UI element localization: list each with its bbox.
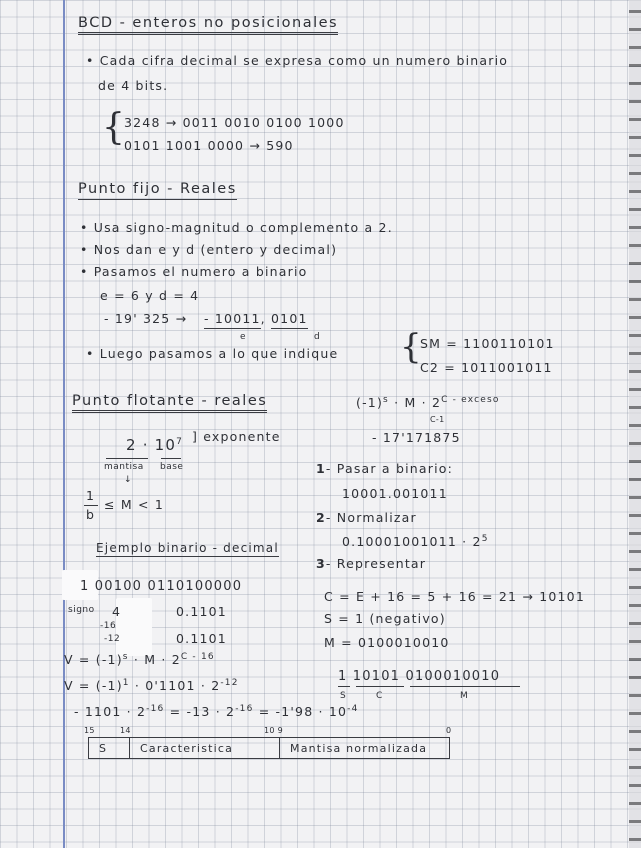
bracket-m [410,686,520,687]
step-3-text: Representar [336,556,427,571]
fijo-bullet-1: • Usa signo-magnitud o complemento a 2. [80,220,393,235]
fijo-bullet-3-text: Pasamos el numero a binario [93,264,308,279]
v3-exp-c: -4 [347,704,359,714]
sci-label-exponente: ] exponente [192,429,281,444]
sci-notation [126,438,183,453]
label-mantisa: mantisa [104,462,144,472]
s-value: S = 1 (negativo) [324,611,446,626]
step-2-value [342,535,489,549]
label-signo: signo [68,605,95,615]
table-cell-s: S [99,741,108,755]
v3-a: - 1101 · 2 [74,704,147,720]
step-3: 3- Representar [316,556,427,571]
formula-base: (-1) [356,395,384,411]
bcd-example-2: 0101 1001 0000 → 590 [124,138,294,153]
mantissa-bits: 0.1101 [176,604,227,619]
table-cell-mantisa: Mantisa normalizada [279,738,449,758]
bcd-example-1: 3248 → 0011 0010 0100 1000 [124,115,345,130]
v1-rest: · M · 2 [133,652,181,668]
bits-final: 1 10101 0100010010 [338,669,501,684]
fijo-sm: SM = 1100110101 [420,336,555,351]
bits-label-s: S [340,691,347,701]
bit-index-10-9 [264,727,283,735]
v3-c: = -1'98 · 10 [253,704,348,720]
step-2: 2- Normalizar [316,510,417,525]
step-2-mantissa: 0.10001001011 · 2 [342,534,482,550]
formula-exp: C - exceso [441,395,500,405]
formula-sign-exp: s [383,395,389,405]
fijo-bullet-4: • Luego pasamos a lo que indique [86,346,339,361]
step-1-value: 10001.001011 [342,486,448,501]
v3-b: = -13 · 2 [164,704,236,720]
v2-sign: 1 [122,678,130,688]
example-bits: 1 00100 0110100000 [80,579,243,594]
c-calc: C = E + 16 = 5 + 16 = 21 → 10101 [324,589,585,604]
bit-index-15: 15 [84,726,95,735]
value-minus12: -12 [104,634,121,644]
fijo-bullet-4-text: Luego pasamos a lo que indique [99,346,339,361]
value-four: 4 [112,604,122,619]
value-minus16: -16 [100,621,117,631]
v2-rest: · 0'1101 · 2 [134,678,221,694]
bracket-mantisa [106,458,148,459]
formula-mid: · M · 2 [394,395,442,411]
formula-v3 [74,705,359,719]
bcd-bullet-line-1: Cada cifra decimal se expresa como un numero binario [99,53,509,68]
fijo-frac-part: 0101 [271,311,308,329]
bit-index-9: 9 [277,726,284,735]
brace-bcd: { [102,107,125,148]
fijo-ed-values: e = 6 y d = 4 [100,288,200,303]
section-title-punto-fijo: Punto fijo - Reales [78,182,237,200]
label-base: base [160,462,184,472]
step-2-text: Normalizar [336,510,417,525]
step-2-exp: 5 [481,534,489,544]
fijo-conversion-int: - 10011, 0101 [204,313,308,326]
v3-exp-b: -16 [235,704,254,714]
bcd-bullet-line-2: de 4 bits. [98,78,169,93]
inequality-num: 1 [86,488,96,503]
v1-base: V = (-1) [64,652,123,668]
fijo-label-e: e [240,332,247,342]
formula-under: C-1 [430,415,445,424]
fijo-bullet-3: • Pasamos el numero a binario [80,264,308,279]
flotante-formula [356,396,500,410]
formula-v1 [64,653,215,667]
section-title-bcd: BCD - enteros no posicionales [78,16,338,35]
v1-exp: C - 16 [180,652,215,662]
section-title-ejemplo: Ejemplo binario - decimal [96,541,279,555]
m-value: M = 0100010010 [324,635,450,650]
inequality-den: b [86,507,96,522]
step-1-text: Pasar a binario: [336,461,454,476]
bit-layout-table [88,737,450,759]
section-title-punto-flotante: Punto flotante - reales [72,394,267,413]
fijo-bullet-2: • Nos dan e y d (entero y decimal) [80,242,338,257]
fijo-c2: C2 = 1011001011 [420,360,553,375]
fijo-bullet-2-text: Nos dan e y d (entero y decimal) [93,242,338,257]
sci-base: 2 · 10 [126,436,177,454]
fijo-conversion-lhs: - 19' 325 → [104,311,188,326]
bit-index-14: 14 [120,726,131,735]
bracket-c [356,686,404,687]
v3-exp-a: -16 [146,704,165,714]
bit-index-10: 10 [264,726,275,735]
correction-tape-2 [116,598,152,656]
formula-v2 [64,679,239,693]
fijo-label-d: d [314,332,321,342]
fijo-int-part: - 10011 [204,311,261,329]
v2-exp: -12 [220,678,239,688]
sci-exp: 7 [176,437,184,447]
notebook-margin-line [63,0,65,848]
step-1: 1- Pasar a binario: [316,461,454,476]
bit-index-0: 0 [446,726,452,735]
table-cell-caracteristica: Caracteristica [129,738,279,758]
v2-base: V = (-1) [64,678,123,694]
brace-sm-c2: { [400,327,422,367]
fijo-bullet-1-text: Usa signo-magnitud o complemento a 2. [93,220,393,235]
bits-label-m: M [460,691,469,701]
spiral-binding [629,0,641,848]
mantissa-bits-2: 0.1101 [176,631,227,646]
bcd-bullet-text-1: • Cada cifra decimal se expresa como un numero binario [86,53,509,68]
bracket-s [338,686,350,687]
bracket-base [161,458,181,459]
inequality-rest: ≤ M < 1 [104,497,165,512]
v1-sign: s [122,652,129,662]
flotante-number: - 17'171875 [372,430,461,445]
arrow-down-icon: ↓ [124,475,133,485]
bits-label-c: C [376,691,383,701]
